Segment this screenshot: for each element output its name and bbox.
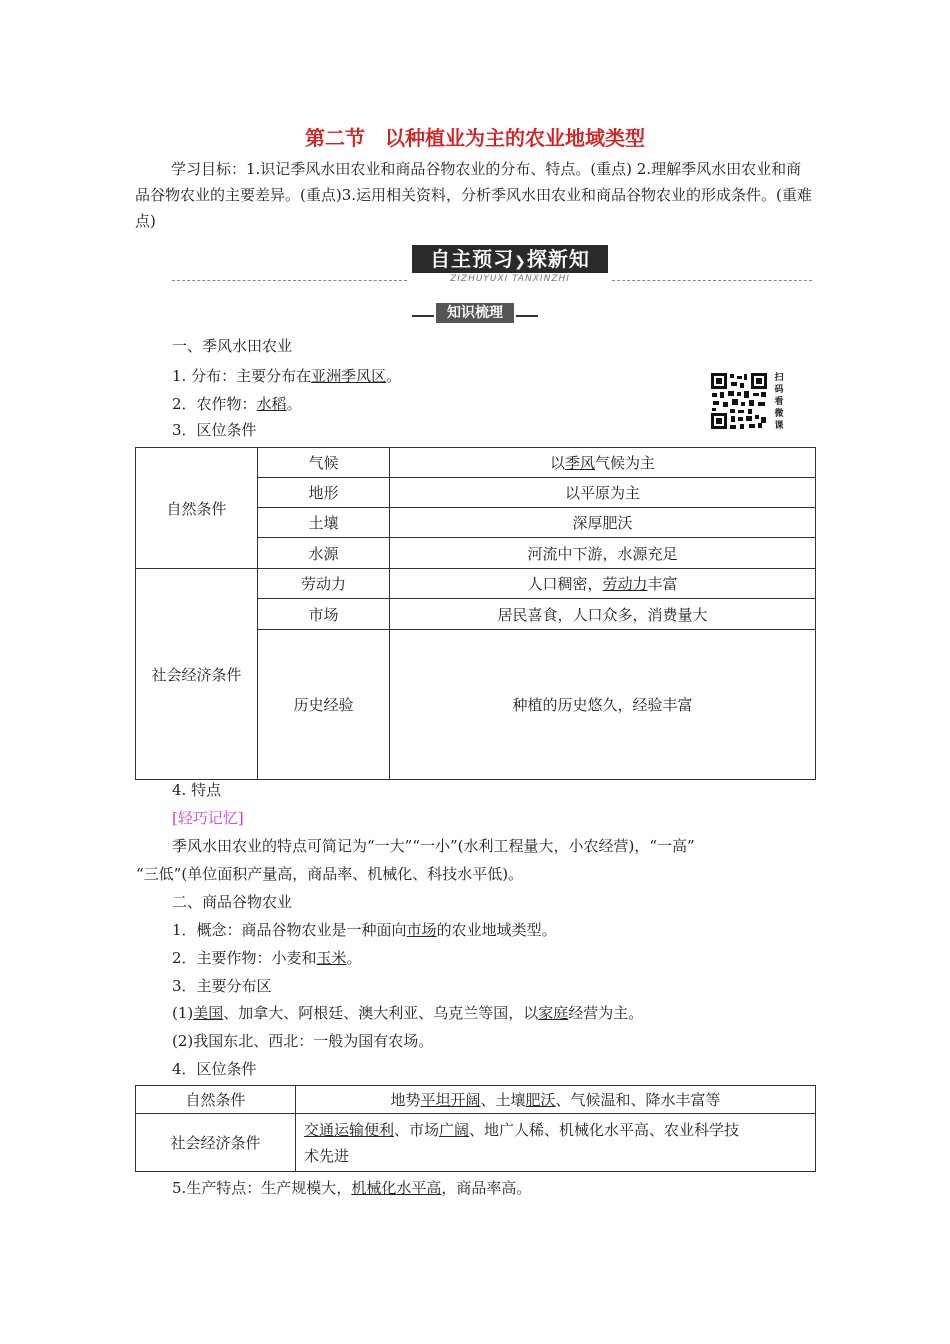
factor-cell: 水源 [258,538,390,569]
tag-bar-right [516,315,538,317]
memo-line1: 季风水田农业的特点可简记为“一大”“一小”(水利工程量大，小农经营)，“一高” [172,837,695,855]
divider-left [172,280,407,281]
row-group-label: 自然条件 [136,448,258,569]
part1-item2: 2．农作物：水稻。 [172,395,302,413]
table-monsoon-conditions [135,447,816,780]
detail-cell: 交通运输便利、市场广阔、地广人稀、机械化水平高、农业科学技 术先进 [296,1114,816,1172]
section-tag [412,303,538,325]
detail-cell: 种植的历史悠久，经验丰富 [390,630,816,780]
table-grain-conditions [135,1085,816,1172]
factor-cell: 历史经验 [258,630,390,780]
factor-cell: 土壤 [258,508,390,538]
table-row [136,1114,816,1172]
row-group-label: 自然条件 [136,1086,296,1114]
section-banner [412,245,608,273]
part1-item1: 1. 分布：主要分布在亚洲季风区。 [172,367,402,385]
tag-label: 知识梳理 [436,303,514,323]
part2-heading: 二、商品谷物农业 [172,893,293,911]
table-row [136,569,816,599]
row-group-label: 社会经济条件 [136,569,258,780]
row-group-label: 社会经济条件 [136,1114,296,1172]
part1-item4: 4. 特点 [172,781,222,799]
detail-cell: 人口稠密，劳动力丰富 [390,569,816,599]
part2-item5: 5.生产特点：生产规模大，机械化水平高，商品率高。 [172,1179,532,1197]
banner-subtitle: ZIZHUYUXI TANXINZHI [450,274,570,284]
banner-main: 自主预习 [430,247,515,271]
part2-item2: 2．主要作物：小麦和玉米。 [172,949,362,967]
learning-objectives: 学习目标：1.识记季风水田农业和商品谷物农业的分布、特点。(重点) 2.理解季风水田农业和商品谷物农业的主要差异。(重点)3.运用相关资料，分析季风水田农业和商品谷物农业的形成条件。(重难点) [135,160,812,230]
page-title: 第二节 以种植业为主的农业地域类型 [305,126,645,150]
factor-cell: 劳动力 [258,569,390,599]
memo-label: [轻巧记忆] [172,809,244,827]
part2-item1: 1．概念：商品谷物农业是一种面向市场的农业地域类型。 [172,921,557,939]
table-row [136,1086,816,1114]
factor-cell: 气候 [258,448,390,478]
part2-item3: 3．主要分布区 [172,977,272,995]
detail-cell: 以季风气候为主 [390,448,816,478]
banner-main2: 探新知 [526,247,590,271]
factor-cell: 地形 [258,478,390,508]
part1-heading: 一、季风水田农业 [172,337,293,355]
table-row [136,448,816,478]
part2-item4: 4．区位条件 [172,1060,257,1078]
qr-code-icon[interactable] [710,372,768,430]
detail-cell: 深厚肥沃 [390,508,816,538]
divider-right [612,280,812,281]
qr-caption: 扫码看微课 [774,373,784,431]
part2-sub2: (2)我国东北、西北：一般为国有农场。 [172,1032,434,1050]
factor-cell: 市场 [258,599,390,630]
tag-bar-left [412,315,434,317]
memo-line2: “三低”(单位面积产量高，商品率、机械化、科技水平低)。 [136,865,524,883]
detail-cell: 河流中下游，水源充足 [390,538,816,569]
detail-cell: 居民喜食，人口众多，消费量大 [390,599,816,630]
part2-sub1: (1)美国、加拿大、阿根廷、澳大利亚、乌克兰等国，以家庭经营为主。 [172,1004,644,1022]
detail-cell: 以平原为主 [390,478,816,508]
part1-item3: 3．区位条件 [172,421,257,439]
arrow-icon: ❯ [514,254,527,270]
detail-cell: 地势平坦开阔、土壤肥沃、气候温和、降水丰富等 [296,1086,816,1114]
